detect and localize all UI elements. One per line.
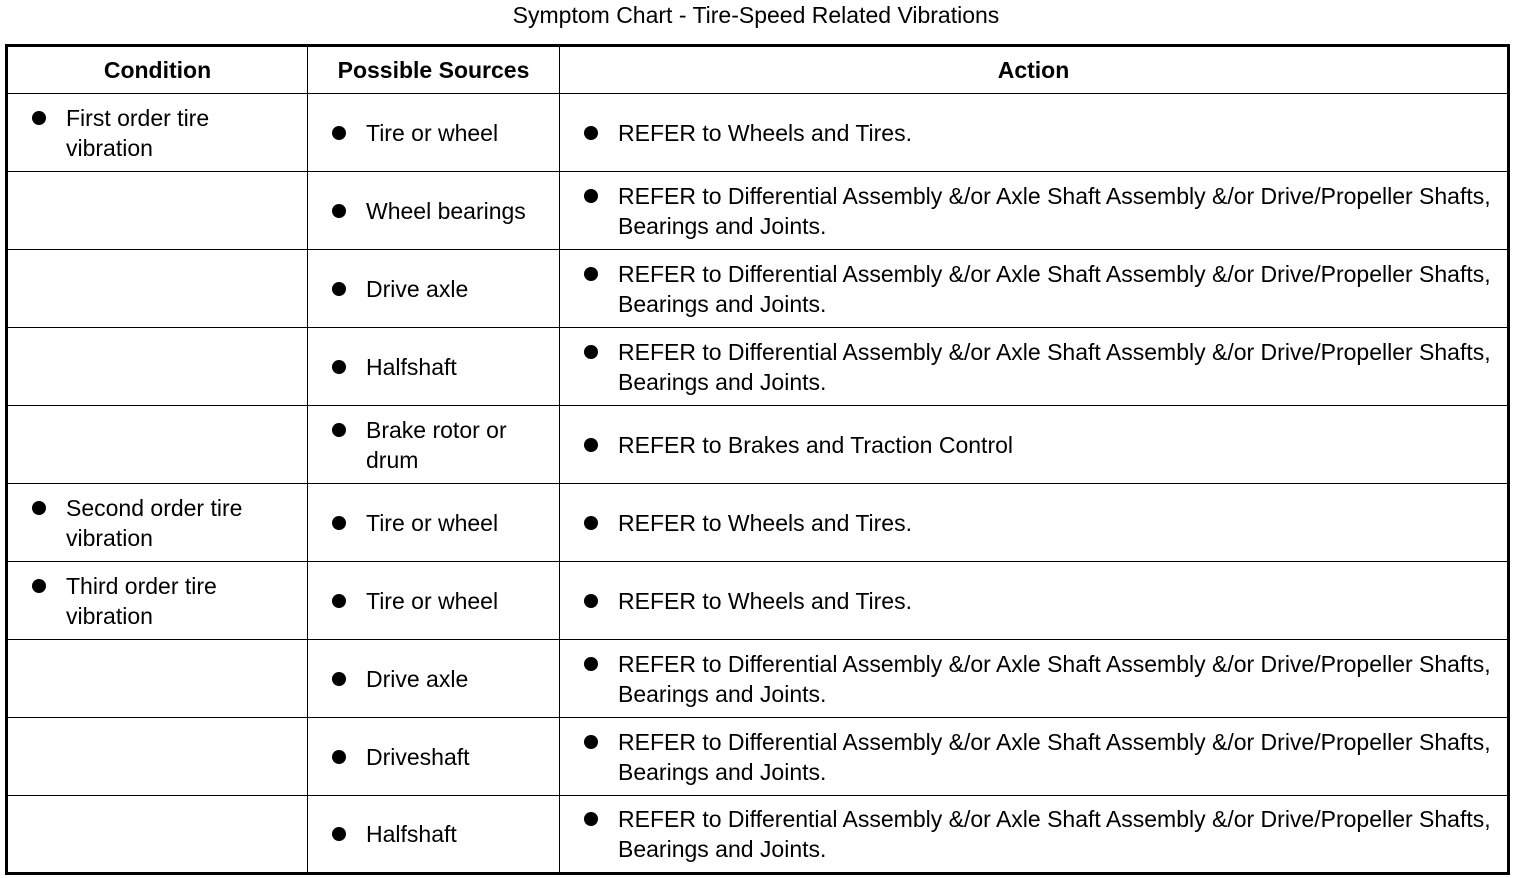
bullet-icon [584,594,598,608]
action-text: REFER to Differential Assembly &/or Axle Shaft Assembly &/or Drive/Propeller Shafts, Bearings and Joints. [618,182,1491,239]
bullet-icon [32,579,46,593]
action-bullet-item [584,259,1497,319]
source-cell [308,484,560,562]
action-bullet-item [584,804,1497,864]
source-text: Drive axle [366,275,469,302]
table-row [7,250,1509,328]
source-cell [308,796,560,874]
bullet-icon [332,360,346,374]
source-bullet-item [332,352,549,382]
action-bullet-item [584,118,1497,148]
source-bullet-item [332,664,549,694]
action-cell [560,94,1509,172]
bullet-icon [332,282,346,296]
bullet-icon [332,672,346,686]
bullet-icon [332,516,346,530]
action-bullet-item [584,508,1497,538]
bullet-icon [332,126,346,140]
source-bullet-item [332,819,549,849]
action-bullet-item [584,181,1497,241]
bullet-icon [584,735,598,749]
action-text: REFER to Wheels and Tires. [618,509,912,536]
symptom-chart-table [5,44,1510,875]
condition-cell [7,328,308,406]
source-bullet-item [332,274,549,304]
condition-text: Third order tire vibration [66,572,217,629]
source-text: Drive axle [366,665,469,692]
action-text: REFER to Brakes and Traction Control [618,431,1013,458]
source-cell [308,640,560,718]
action-text: REFER to Differential Assembly &/or Axle Shaft Assembly &/or Drive/Propeller Shafts, Bearings and Joints. [618,338,1491,395]
table-row [7,796,1509,874]
bullet-icon [584,812,598,826]
condition-cell [7,172,308,250]
action-bullet-item [584,727,1497,787]
source-text: Tire or wheel [366,587,499,614]
source-bullet-item [332,118,549,148]
bullet-icon [32,111,46,125]
condition-cell [7,796,308,874]
action-cell [560,796,1509,874]
source-bullet-item [332,415,549,475]
bullet-icon [584,438,598,452]
source-cell [308,172,560,250]
source-text: Wheel bearings [366,197,526,224]
source-bullet-item [332,742,549,772]
condition-bullet-item [32,493,297,553]
header-action: Action [560,46,1509,94]
condition-cell [7,250,308,328]
source-cell [308,328,560,406]
page-title: Symptom Chart - Tire-Speed Related Vibrations [512,2,1000,28]
source-bullet-item [332,508,549,538]
action-cell [560,718,1509,796]
bullet-icon [584,189,598,203]
header-possible-sources: Possible Sources [308,46,560,94]
bullet-icon [584,267,598,281]
table-row [7,484,1509,562]
action-cell [560,640,1509,718]
action-text: REFER to Differential Assembly &/or Axle Shaft Assembly &/or Drive/Propeller Shafts, Bearings and Joints. [618,260,1491,317]
source-cell [308,718,560,796]
source-text: Tire or wheel [366,119,499,146]
table-row [7,406,1509,484]
action-text: REFER to Differential Assembly &/or Axle Shaft Assembly &/or Drive/Propeller Shafts, Bearings and Joints. [618,728,1491,785]
bullet-icon [332,750,346,764]
table-row [7,640,1509,718]
condition-bullet-item [32,571,297,631]
source-text: Brake rotor or drum [366,416,507,473]
bullet-icon [584,345,598,359]
action-cell [560,250,1509,328]
action-bullet-item [584,586,1497,616]
action-bullet-item [584,649,1497,709]
action-cell [560,484,1509,562]
action-cell [560,406,1509,484]
condition-cell [7,718,308,796]
table-row [7,718,1509,796]
bullet-icon [584,126,598,140]
table-row [7,562,1509,640]
source-cell [308,94,560,172]
source-text: Driveshaft [366,743,470,770]
table-row [7,328,1509,406]
bullet-icon [332,204,346,218]
action-bullet-item [584,430,1497,460]
source-cell [308,562,560,640]
bullet-icon [332,423,346,437]
table-row [7,94,1509,172]
table-row [7,172,1509,250]
bullet-icon [32,501,46,515]
action-text: REFER to Wheels and Tires. [618,587,912,614]
condition-cell [7,406,308,484]
action-text: REFER to Differential Assembly &/or Axle Shaft Assembly &/or Drive/Propeller Shafts, Bearings and Joints. [618,806,1491,862]
condition-cell [7,640,308,718]
source-cell [308,250,560,328]
action-text: REFER to Differential Assembly &/or Axle Shaft Assembly &/or Drive/Propeller Shafts, Bearings and Joints. [618,650,1491,707]
bullet-icon [584,516,598,530]
action-text: REFER to Wheels and Tires. [618,119,912,146]
source-text: Halfshaft [366,821,457,847]
source-text: Halfshaft [366,353,457,380]
header-condition: Condition [7,46,308,94]
source-cell [308,406,560,484]
condition-cell [7,94,308,172]
condition-text: Second order tire vibration [66,494,243,551]
condition-bullet-item [32,103,297,163]
source-bullet-item [332,196,549,226]
action-cell [560,172,1509,250]
action-cell [560,562,1509,640]
source-bullet-item [332,586,549,616]
bullet-icon [584,657,598,671]
action-cell [560,328,1509,406]
condition-cell [7,484,308,562]
condition-text: First order tire vibration [66,104,210,161]
source-text: Tire or wheel [366,509,499,536]
bullet-icon [332,594,346,608]
action-bullet-item [584,337,1497,397]
header-row [7,46,1509,94]
condition-cell [7,562,308,640]
bullet-icon [332,827,346,841]
